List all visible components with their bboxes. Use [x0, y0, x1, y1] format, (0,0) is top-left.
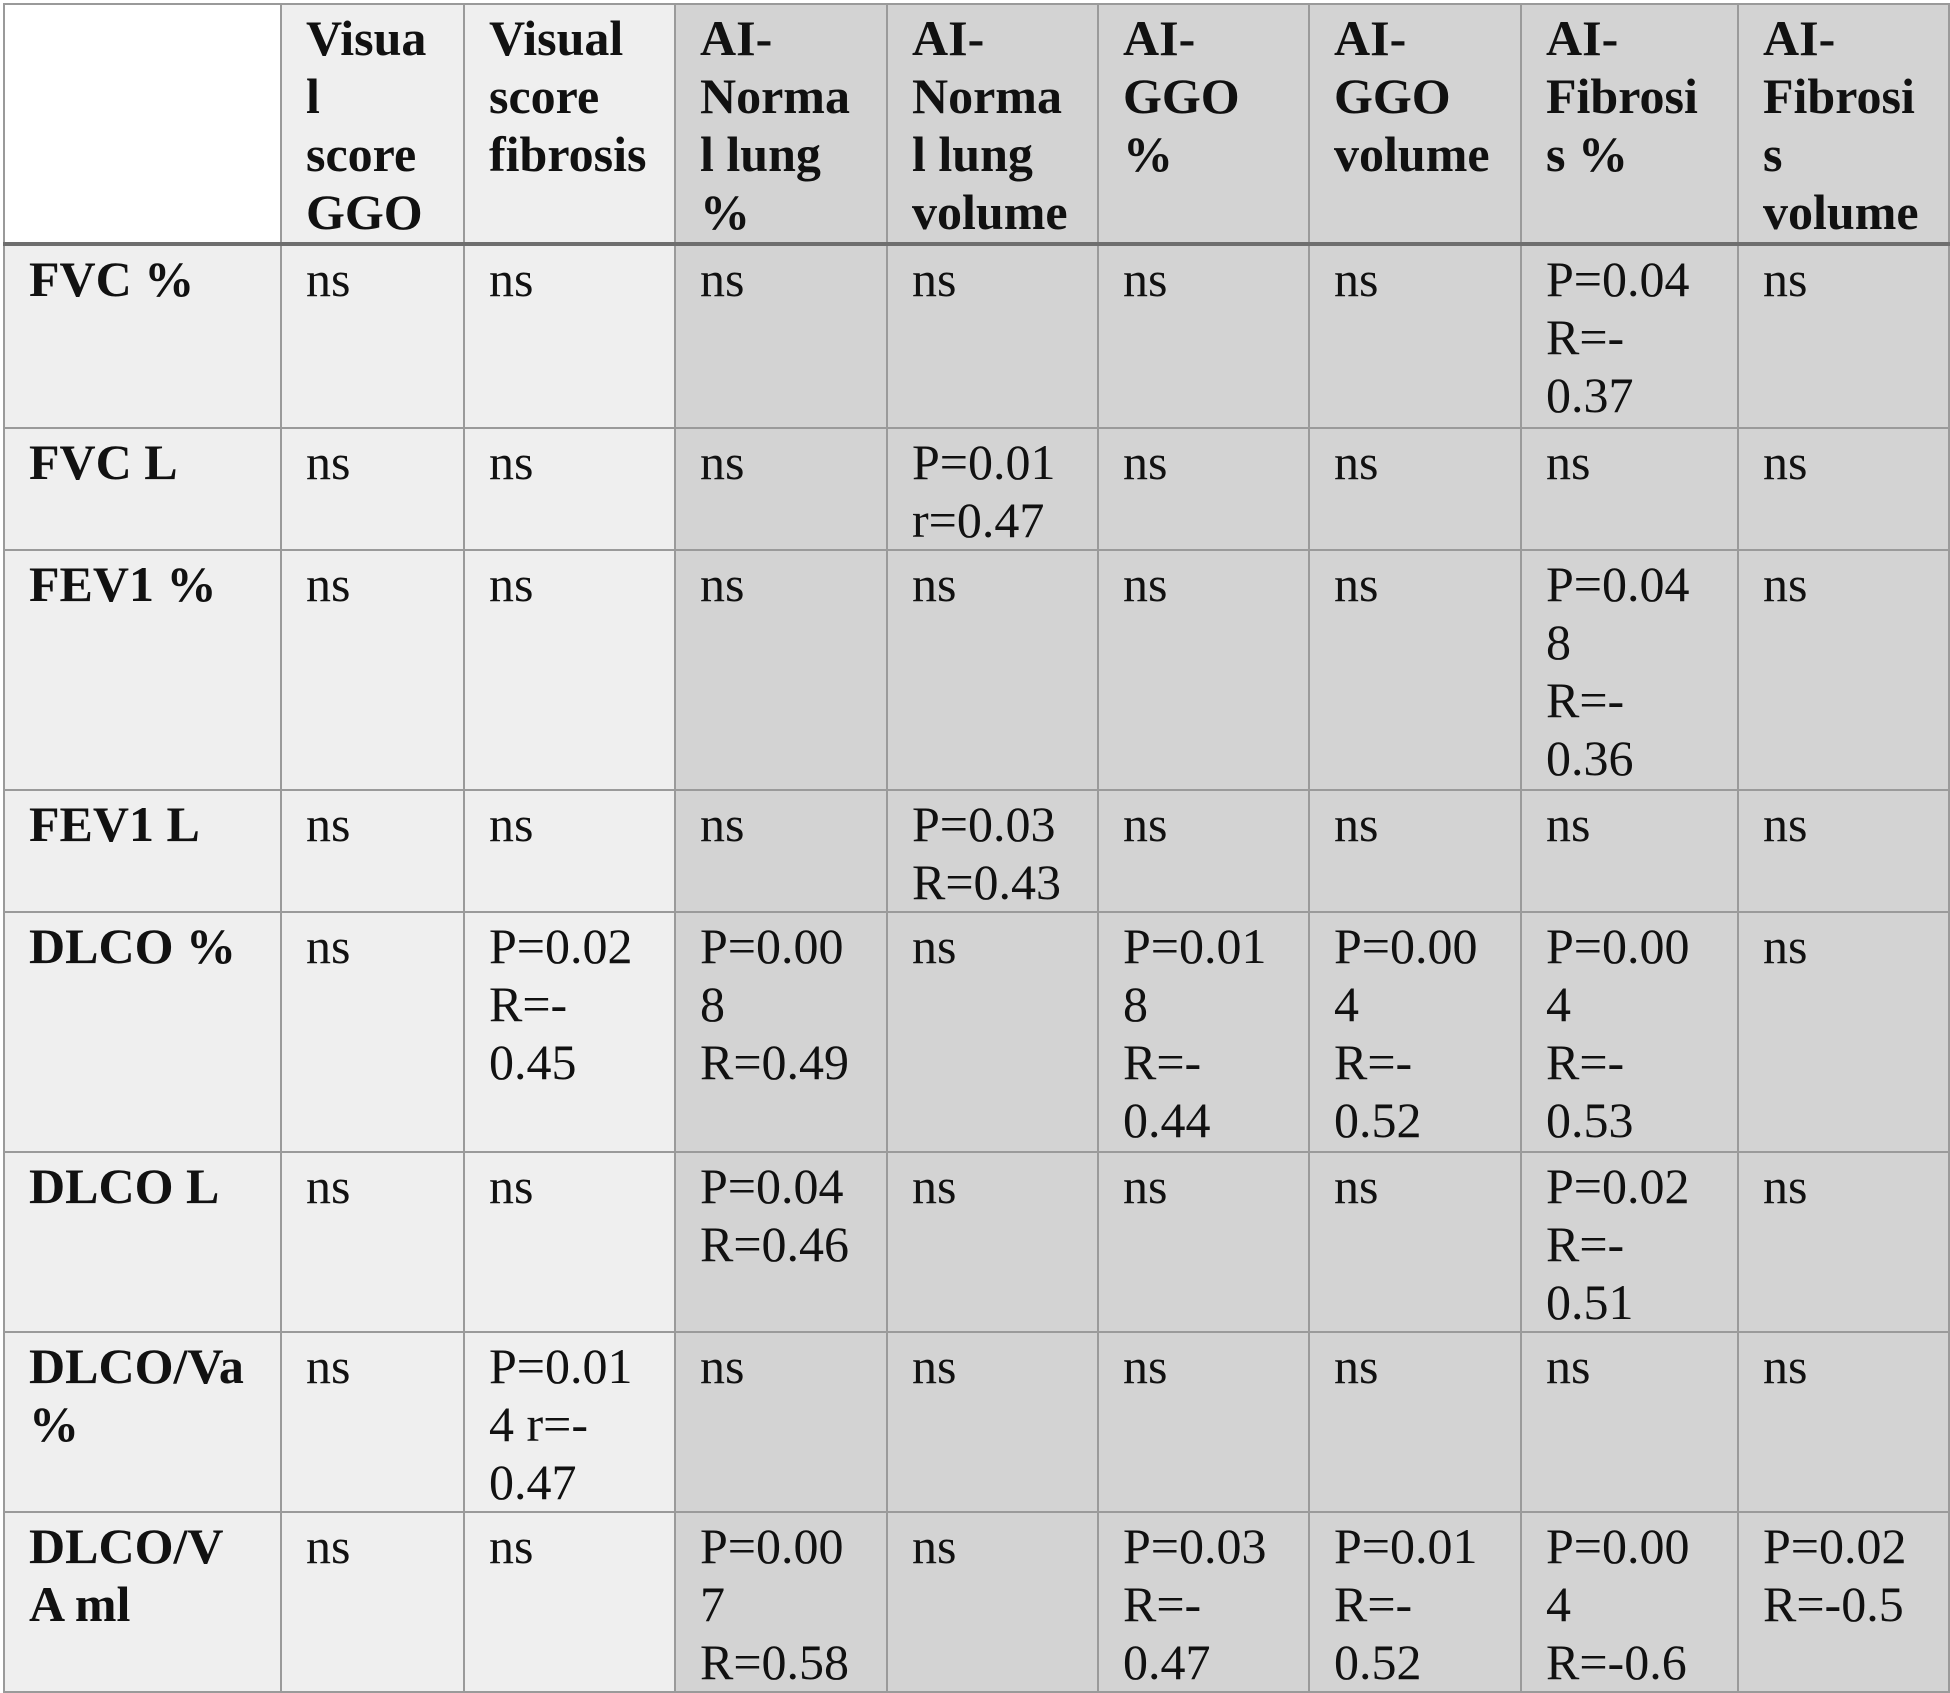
table-cell: ns	[675, 1332, 887, 1512]
column-header: Visua l score GGO	[281, 4, 464, 244]
table-row	[4, 912, 1949, 1152]
table-cell: ns	[464, 790, 675, 912]
table-cell: P=0.00 8 R=0.49	[675, 912, 887, 1152]
table-row	[4, 1512, 1949, 1692]
table-cell: ns	[1098, 244, 1309, 428]
table-cell: ns	[1098, 1152, 1309, 1332]
column-header: AI- Fibrosi s volume	[1738, 4, 1949, 244]
table-cell: P=0.02 R=-0.5	[1738, 1512, 1949, 1692]
table-cell: ns	[464, 244, 675, 428]
table-cell: ns	[281, 912, 464, 1152]
table-cell: ns	[887, 550, 1098, 790]
table-cell: ns	[1521, 790, 1738, 912]
table-cell: ns	[1738, 428, 1949, 550]
table-cell: ns	[1309, 428, 1521, 550]
table-cell: P=0.02 R=- 0.51	[1521, 1152, 1738, 1332]
table-cell: P=0.00 4 R=- 0.53	[1521, 912, 1738, 1152]
table-cell: ns	[1309, 790, 1521, 912]
table-cell: ns	[675, 428, 887, 550]
table-cell: ns	[675, 244, 887, 428]
table-cell: ns	[1098, 428, 1309, 550]
table-cell: ns	[1309, 1152, 1521, 1332]
table-cell: ns	[1309, 550, 1521, 790]
table-row	[4, 428, 1949, 550]
table-cell: ns	[887, 1152, 1098, 1332]
table-cell: ns	[887, 244, 1098, 428]
table-cell: P=0.02 R=- 0.45	[464, 912, 675, 1152]
table-cell: ns	[281, 1332, 464, 1512]
table-cell: P=0.01 8 R=- 0.44	[1098, 912, 1309, 1152]
table-cell: ns	[281, 1512, 464, 1692]
column-header: AI- GGO volume	[1309, 4, 1521, 244]
table-cell: P=0.01 r=0.47	[887, 428, 1098, 550]
table-cell: ns	[1521, 1332, 1738, 1512]
table-cell: ns	[887, 1332, 1098, 1512]
table-cell: ns	[281, 1152, 464, 1332]
table-row	[4, 1332, 1949, 1512]
table-cell: ns	[464, 428, 675, 550]
table-cell: P=0.04 R=0.46	[675, 1152, 887, 1332]
table-cell: ns	[887, 1512, 1098, 1692]
table-cell: ns	[281, 790, 464, 912]
row-header: FVC %	[4, 244, 281, 428]
table-cell: ns	[281, 550, 464, 790]
table-cell: ns	[1738, 1152, 1949, 1332]
table-cell: ns	[1738, 912, 1949, 1152]
table-cell: ns	[464, 1512, 675, 1692]
table-cell: ns	[1738, 244, 1949, 428]
table-cell: ns	[887, 912, 1098, 1152]
header-row	[4, 4, 1949, 244]
table-cell: ns	[1098, 1332, 1309, 1512]
row-header: DLCO %	[4, 912, 281, 1152]
row-header: DLCO L	[4, 1152, 281, 1332]
table-cell: ns	[1738, 790, 1949, 912]
table-cell: P=0.00 4 R=- 0.52	[1309, 912, 1521, 1152]
table-cell: P=0.04 R=- 0.37	[1521, 244, 1738, 428]
correlation-table	[3, 3, 1950, 1693]
table-row	[4, 550, 1949, 790]
row-header: DLCO/V A ml	[4, 1512, 281, 1692]
table-cell: ns	[281, 244, 464, 428]
table-cell: P=0.04 8 R=- 0.36	[1521, 550, 1738, 790]
table-cell: ns	[675, 550, 887, 790]
table-row	[4, 1152, 1949, 1332]
column-header: AI- GGO %	[1098, 4, 1309, 244]
table-cell: P=0.00 7 R=0.58	[675, 1512, 887, 1692]
table-cell: P=0.01 4 r=- 0.47	[464, 1332, 675, 1512]
table-cell: P=0.03 R=- 0.47	[1098, 1512, 1309, 1692]
table-cell: ns	[1738, 550, 1949, 790]
table-cell: ns	[1309, 1332, 1521, 1512]
column-header: AI- Norma l lung volume	[887, 4, 1098, 244]
table-cell: P=0.03 R=0.43	[887, 790, 1098, 912]
column-header: AI- Norma l lung %	[675, 4, 887, 244]
corner-cell	[4, 4, 281, 244]
table-cell: ns	[1098, 550, 1309, 790]
row-header: FVC L	[4, 428, 281, 550]
table-row	[4, 790, 1949, 912]
table-cell: ns	[1098, 790, 1309, 912]
table-cell: ns	[675, 790, 887, 912]
column-header: Visual score fibrosis	[464, 4, 675, 244]
column-header: AI- Fibrosi s %	[1521, 4, 1738, 244]
table-cell: ns	[464, 550, 675, 790]
table-cell: ns	[1309, 244, 1521, 428]
table-cell: ns	[464, 1152, 675, 1332]
row-header: DLCO/Va %	[4, 1332, 281, 1512]
table-cell: P=0.00 4 R=-0.6	[1521, 1512, 1738, 1692]
table-body	[4, 4, 1949, 1692]
table-cell: ns	[1521, 428, 1738, 550]
table-cell: ns	[281, 428, 464, 550]
table-row	[4, 244, 1949, 428]
row-header: FEV1 %	[4, 550, 281, 790]
table-cell: P=0.01 R=- 0.52	[1309, 1512, 1521, 1692]
row-header: FEV1 L	[4, 790, 281, 912]
table-cell: ns	[1738, 1332, 1949, 1512]
